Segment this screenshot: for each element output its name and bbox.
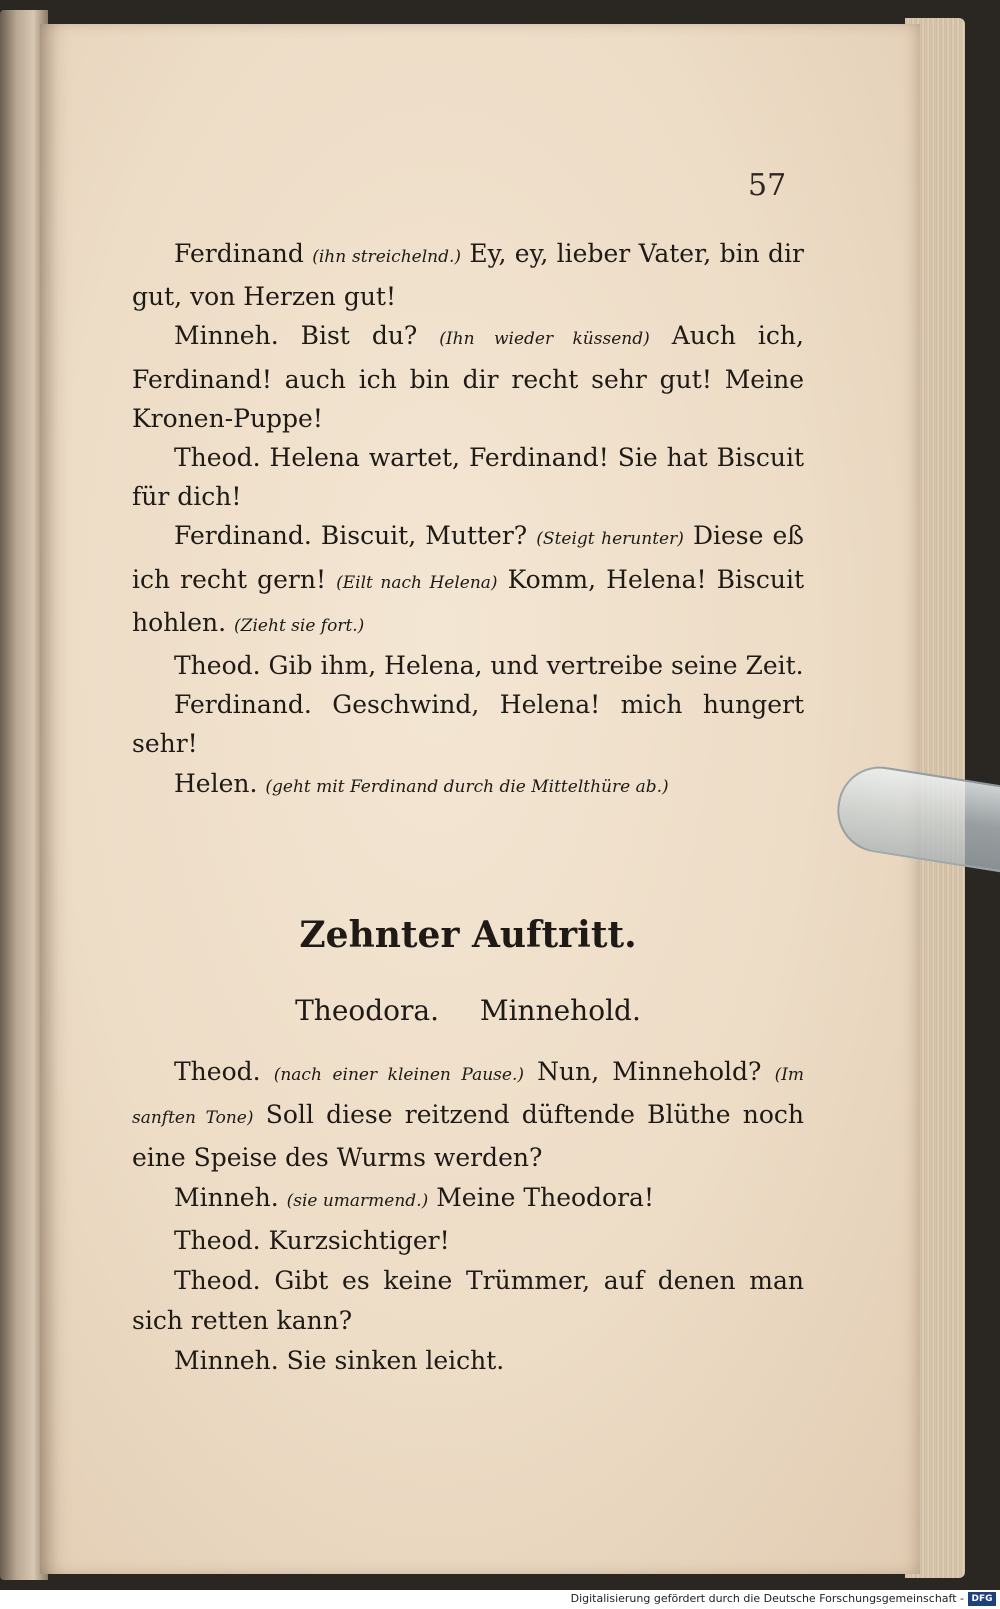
dialogue-line	[132, 316, 804, 438]
dialogue-line	[132, 234, 804, 316]
line-text: Diese eß ich recht gern!	[132, 521, 804, 594]
line-text: Komm, Helena! Biscuit hohlen.	[132, 564, 804, 637]
dialogue-line	[132, 764, 804, 807]
dialogue-line	[132, 1221, 804, 1261]
line-text: Gibt es keine Trümmer, auf denen man sich retten kann?	[132, 1266, 804, 1335]
dialogue-line	[132, 1261, 804, 1341]
line-text: Geschwind, Helena! mich hungert sehr!	[132, 690, 804, 759]
scene-heading: Zehnter Auftritt.	[299, 914, 637, 956]
speaker: Ferdinand	[174, 239, 304, 268]
line-text: Kurzsichtiger!	[268, 1226, 450, 1255]
speaker: Minneh.	[174, 1346, 279, 1375]
line-text: Meine Theodora!	[436, 1183, 654, 1212]
stage-direction: (Im sanften Tone)	[132, 1065, 805, 1128]
line-text: Soll diese reitzend düftende Blüthe noch eine Speise des Wurms werden?	[132, 1100, 804, 1172]
dialogue-block-bottom	[132, 1052, 804, 1381]
line-text: Gib ihm, Helena, und vertreibe seine Zeit.	[268, 651, 804, 681]
dfg-logo: DFG	[968, 1592, 996, 1606]
stage-direction: (sie umarmend.)	[286, 1191, 429, 1211]
page-number: 57	[748, 168, 787, 203]
stage-direction: (geht mit Ferdinand durch die Mittelthüre ab.)	[265, 776, 669, 797]
speaker: Theod.	[174, 1226, 261, 1255]
dialogue-line	[132, 438, 804, 516]
dialogue-block-top	[132, 234, 804, 807]
line-text: Auch ich, Ferdinand! auch ich bin dir recht sehr gut! Meine Kronen-Puppe!	[132, 321, 804, 433]
footer-credit: Digitalisierung gefördert durch die Deutsche Forschungsgemeinschaft -	[570, 1592, 964, 1605]
dialogue-line	[132, 646, 804, 685]
stage-direction: (Steigt herunter)	[536, 529, 684, 550]
dialogue-line	[132, 1178, 804, 1221]
speaker: Ferdinand.	[174, 690, 312, 720]
stage-direction: (Ihn wieder küssend)	[439, 329, 650, 350]
speaker: Theod.	[174, 651, 261, 681]
stage-direction: (ihn streichelnd.)	[312, 247, 462, 267]
line-text: Helena wartet, Ferdinand! Sie hat Biscuit für dich!	[132, 443, 804, 512]
scene-characters: Theodora. Minnehold.	[295, 994, 641, 1027]
speaker: Theod.	[174, 443, 261, 473]
dialogue-line	[132, 685, 804, 763]
line-text: Nun, Minnehold?	[537, 1057, 762, 1086]
dialogue-line	[132, 516, 804, 646]
dialogue-line	[132, 1341, 804, 1381]
speaker: Theod.	[174, 1266, 261, 1295]
line-text: Biscuit, Mutter?	[320, 521, 528, 551]
stage-direction: (Zieht sie fort.)	[234, 615, 365, 636]
line-text: Sie sinken leicht.	[286, 1346, 505, 1375]
dialogue-line	[132, 1052, 804, 1178]
speaker: Helen.	[174, 768, 258, 798]
speaker: Minneh.	[174, 321, 279, 351]
speaker: Ferdinand.	[174, 521, 312, 551]
line-text: Bist du?	[300, 321, 418, 351]
stage-direction: (nach einer kleinen Pause.)	[273, 1065, 525, 1085]
line-text: Ey, ey, lieber Vater, bin dir gut, von Herzen gut!	[132, 239, 805, 312]
stage-direction: (Eilt nach Helena)	[336, 572, 498, 593]
speaker: Minneh.	[174, 1183, 279, 1212]
speaker: Theod.	[174, 1057, 261, 1086]
